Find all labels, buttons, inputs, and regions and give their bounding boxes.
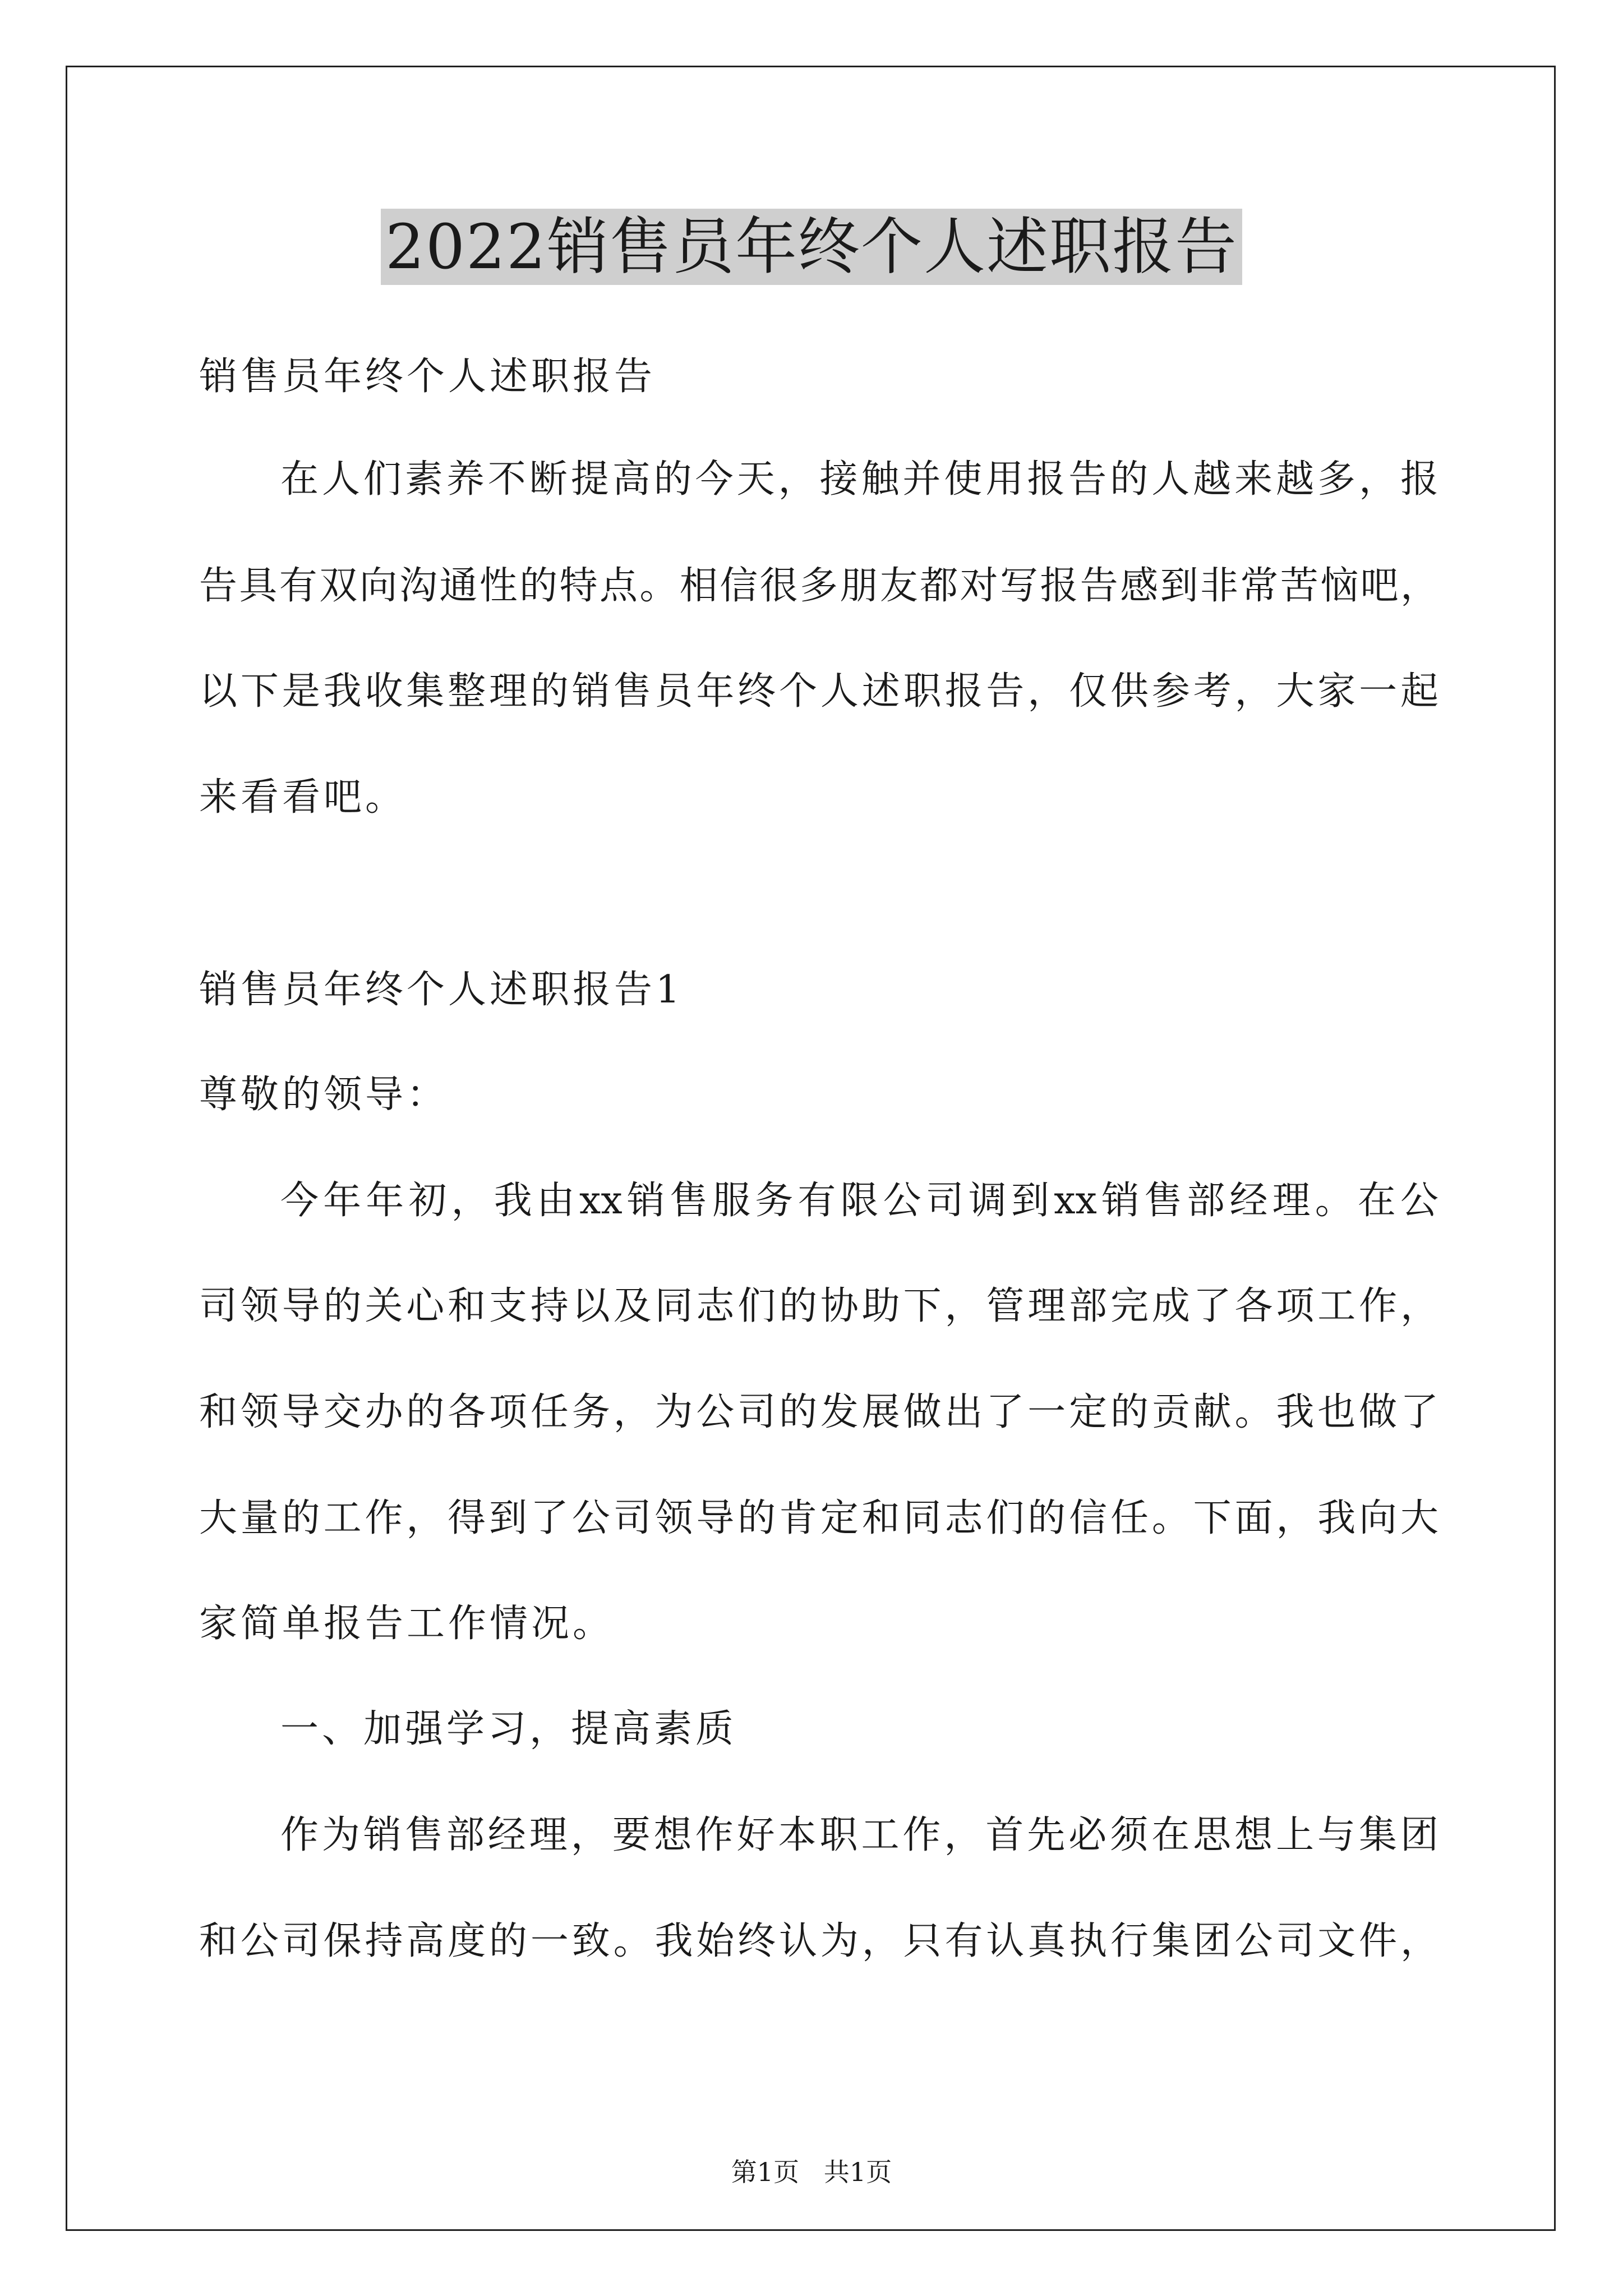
body-line-2: 司领导的关心和支持以及同志们的协助下，管理部完成了各项工作，	[199, 1284, 1438, 1328]
point-line-2: 和公司保持高度的一致。我始终认为，只有认真执行集团公司文件，	[199, 1919, 1438, 1963]
body-line-3: 和领导交办的各项任务，为公司的发展做出了一定的贡献。我也做了	[199, 1390, 1438, 1434]
body-line-5: 家简单报告工作情况。	[199, 1602, 615, 1646]
intro-line-2: 告具有双向沟通性的特点。相信很多朋友都对写报告感到非常苦恼吧，	[199, 564, 1438, 608]
document-title	[0, 210, 1623, 283]
point-heading: 一、加强学习，提高素质	[280, 1707, 737, 1751]
point-line-1: 作为销售部经理，要想作好本职工作，首先必须在思想上与集团	[280, 1813, 1438, 1857]
section-heading: 销售员年终个人述职报告1	[199, 968, 684, 1012]
body-line-1: 今年年初，我由xx销售服务有限公司调到xx销售部经理。在公	[280, 1179, 1438, 1223]
document-title-text: 2022销售员年终个人述职报告	[381, 209, 1242, 285]
intro-line-3: 以下是我收集整理的销售员年终个人述职报告，仅供参考，大家一起	[199, 669, 1438, 714]
document-subtitle: 销售员年终个人述职报告	[199, 355, 656, 399]
page-footer: 第1页 共1页	[731, 2157, 892, 2187]
intro-line-1: 在人们素养不断提高的今天，接触并使用报告的人越来越多，报	[280, 457, 1438, 501]
intro-line-4: 来看看吧。	[199, 775, 407, 820]
body-line-4: 大量的工作，得到了公司领导的肯定和同志们的信任。下面，我向大	[199, 1496, 1438, 1540]
salutation: 尊敬的领导：	[199, 1073, 449, 1117]
